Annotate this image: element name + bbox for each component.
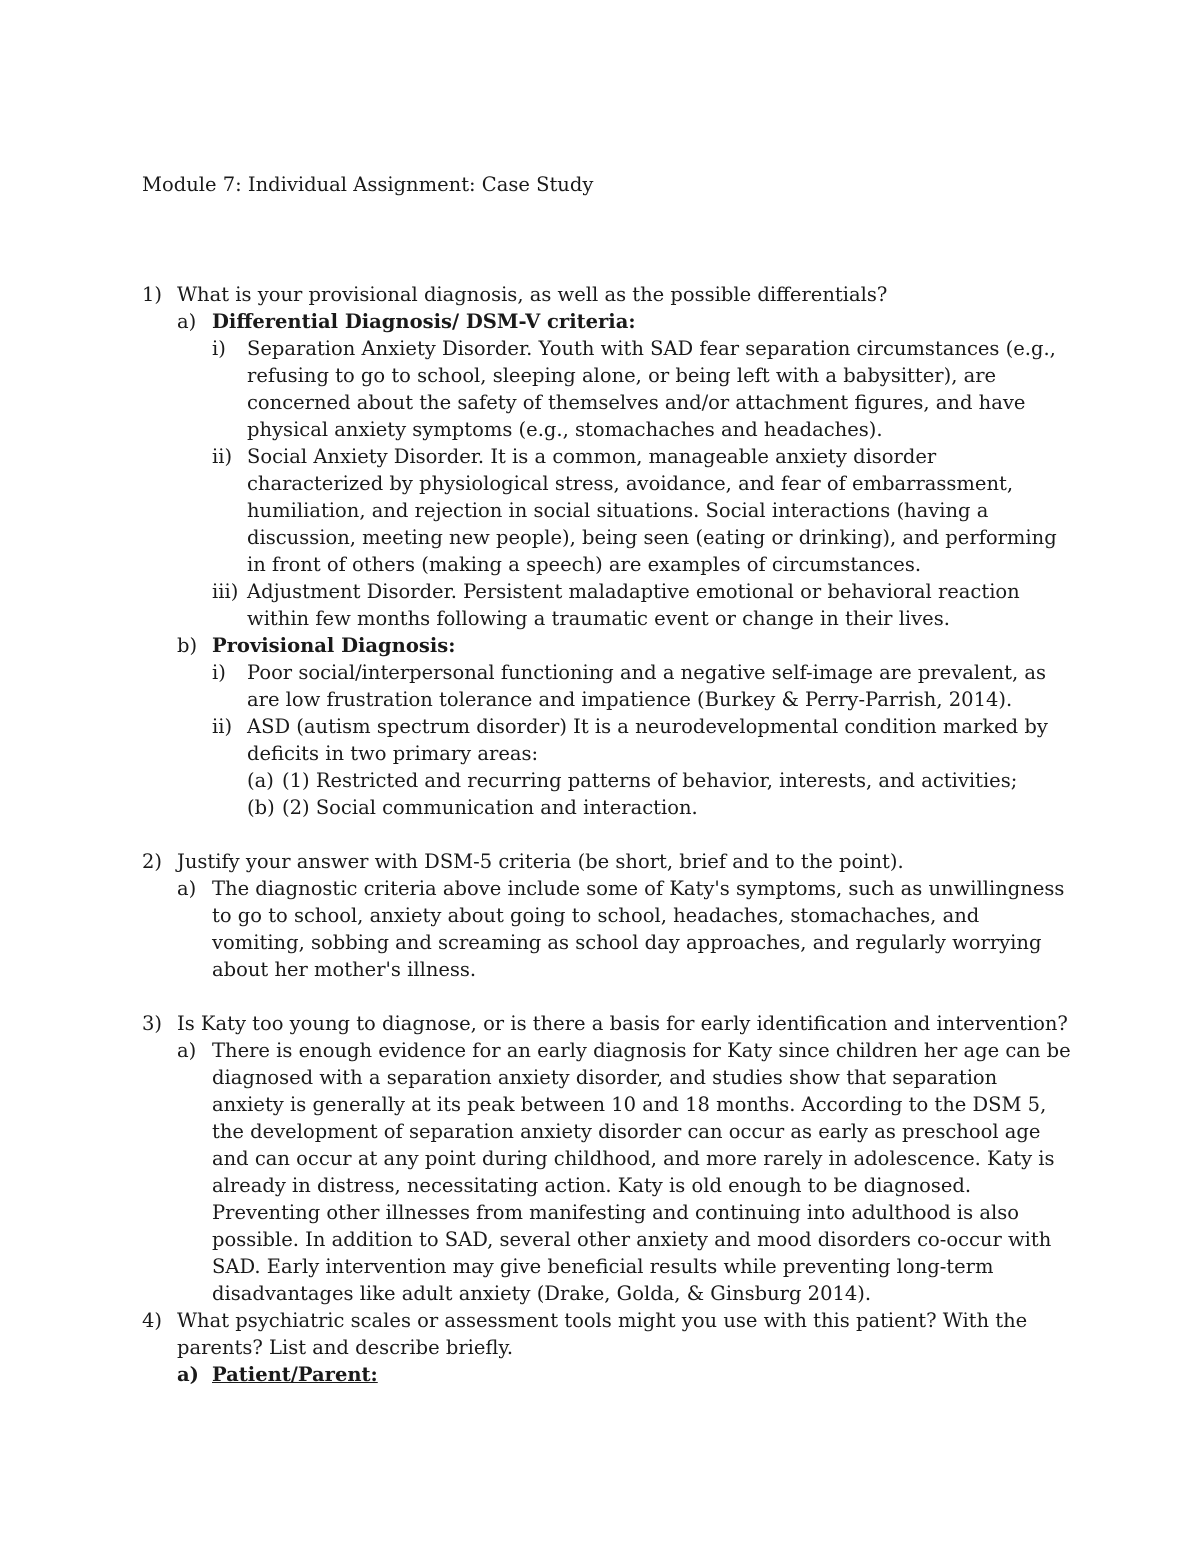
section-letter: a) [177, 877, 197, 900]
question-text: What psychiatric scales or assessment tools might you use with this patient? With the parents? List and describe briefly. [177, 1309, 1028, 1359]
question-number: 1) [142, 283, 163, 306]
question-number: 3) [142, 1012, 163, 1035]
item-text: Poor social/interpersonal functioning and a negative self-image are prevalent, as are low frustration tolerance and impatience (Burkey & Perry-Parrish, 2014). [247, 661, 1047, 711]
document-title: Module 7: Individual Assignment: Case Study [142, 173, 594, 196]
list-item [142, 578, 1072, 632]
section-letter: a) [177, 310, 197, 333]
section-letter: b) [177, 634, 198, 657]
question-number: 2) [142, 850, 163, 873]
list-item [142, 443, 1072, 578]
list-item [142, 659, 1072, 713]
question-4 [142, 1307, 1072, 1361]
spacer [142, 821, 1072, 848]
subitem-text: (1) Restricted and recurring patterns of behavior, interests, and activities; [282, 769, 1018, 792]
item-number: i) [212, 661, 226, 684]
section-heading: Provisional Diagnosis: [212, 634, 456, 657]
question-text: Is Katy too young to diagnose, or is there a basis for early identification and intervention? [177, 1012, 1068, 1035]
subitem-text: (2) Social communication and interaction. [282, 796, 698, 819]
q4-section-a [142, 1361, 1072, 1388]
question-number: 4) [142, 1309, 163, 1332]
subitem-label: (a) [247, 769, 274, 792]
answer-text: There is enough evidence for an early diagnosis for Katy since children her age can be diagnosed with a separation anxiety disorder, and studies show that separation anxiety is generally at its peak between 10 and 18 months. According to the DSM 5, the development of separation anxiety disorder can occur as early as preschool age and can occur at any point during childhood, and more rarely in adolescence. Katy is already in distress, necessitating action. Katy is old enough to be diagnosed. Preventing other illnesses from manifesting and continuing into adulthood is also possible. In addition to SAD, several other anxiety and mood disorders co-occur with SAD. Early intervention may give beneficial results while preventing long-term disadvantages like adult anxiety (Drake, Golda, & Ginsburg 2014). [212, 1039, 1071, 1305]
item-number: ii) [212, 445, 233, 468]
question-1 [142, 281, 1072, 308]
list-item [142, 713, 1072, 767]
question-2 [142, 848, 1072, 875]
list-item [142, 335, 1072, 443]
section-letter: a) [177, 1039, 197, 1062]
item-text: Adjustment Disorder. Persistent maladaptive emotional or behavioral reaction within few months following a traumatic event or change in their lives. [247, 580, 1020, 630]
question-3 [142, 1010, 1072, 1037]
answer-text: The diagnostic criteria above include some of Katy's symptoms, such as unwillingness to go to school, anxiety about going to school, headaches, stomachaches, and vomiting, sobbing and screaming as school day approaches, and regularly worrying about her mother's illness. [212, 877, 1065, 981]
item-text: Social Anxiety Disorder. It is a common, manageable anxiety disorder characterized by physiological stress, avoidance, and fear of embarrassment, humiliation, and rejection in social situations. Social interactions (having a discussion, meeting new people), being seen (eating or drinking), and performing in front of others (making a speech) are examples of circumstances. [247, 445, 1057, 576]
item-number: ii) [212, 715, 233, 738]
question-text: Justify your answer with DSM-5 criteria (be short, brief and to the point). [177, 850, 904, 873]
item-text: Separation Anxiety Disorder. Youth with SAD fear separation circumstances (e.g., refusing to go to school, sleeping alone, or being left with a babysitter), are concerned about the safety of themselves and/or attachment figures, and have physical anxiety symptoms (e.g., stomachaches and headaches). [247, 337, 1056, 441]
q1-section-b [142, 632, 1072, 659]
q1-section-a [142, 308, 1072, 335]
spacer [142, 983, 1072, 1010]
q3-answer-a [142, 1037, 1072, 1307]
list-subitem [142, 767, 1072, 794]
section-letter: a) [177, 1363, 199, 1386]
subitem-label: (b) [247, 796, 275, 819]
section-heading: Patient/Parent: [212, 1363, 378, 1386]
item-text: ASD (autism spectrum disorder) It is a neurodevelopmental condition marked by deficits in two primary areas: [247, 715, 1048, 765]
item-number: i) [212, 337, 226, 360]
section-heading: Differential Diagnosis/ DSM-V criteria: [212, 310, 636, 333]
item-number: iii) [212, 580, 239, 603]
list-subitem [142, 794, 1072, 821]
document-body [142, 281, 1072, 1388]
q2-answer-a [142, 875, 1072, 983]
question-text: What is your provisional diagnosis, as well as the possible differentials? [177, 283, 888, 306]
